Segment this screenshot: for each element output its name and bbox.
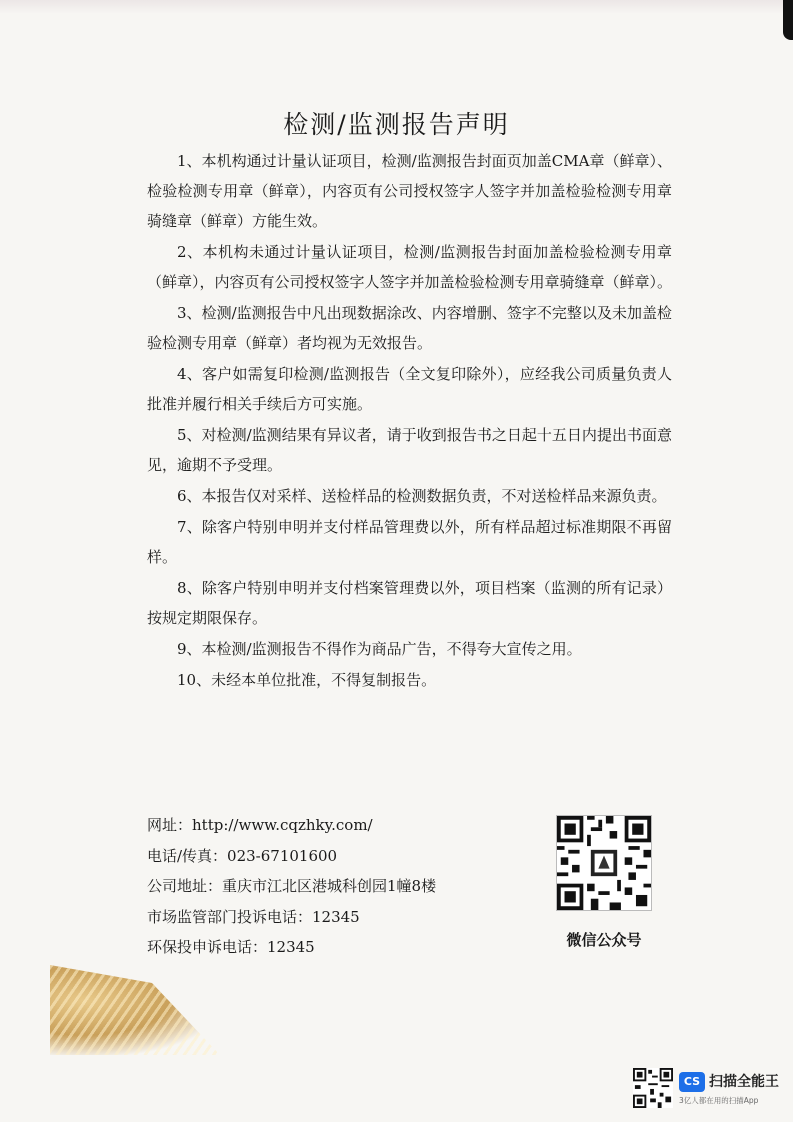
contact-block [147, 810, 527, 963]
scanner-tagline: 3亿人都在用的扫描App [679, 1096, 759, 1105]
clause-8: 8、除客户特别申明并支付档案管理费以外，项目档案（监测的所有记录）按规定期限保存。 [147, 579, 672, 627]
scanner-qr-pattern [633, 1068, 673, 1108]
website-line: 网址：http://www.cqzhky.com/ [147, 816, 373, 834]
clause-10: 10、未经本单位批准，不得复制报告。 [177, 671, 437, 689]
clause-9: 9、本检测/监测报告不得作为商品广告，不得夸大宣传之用。 [177, 640, 582, 658]
address-line: 公司地址：重庆市江北区港城科创园1幢8楼 [147, 877, 437, 895]
clause-6: 6、本报告仅对采样、送检样品的检测数据负责，不对送检样品来源负责。 [177, 487, 667, 505]
scan-top-band [0, 0, 793, 14]
clause-4: 4、客户如需复印检测/监测报告（全文复印除外），应经我公司质量负责人批准并履行相关手续后方可实施。 [147, 365, 672, 413]
qr-pattern [557, 816, 651, 910]
clause-list [147, 146, 672, 696]
wechat-qr-code [556, 815, 652, 911]
scanner-qr-code [633, 1068, 673, 1108]
clause-7: 7、除客户特别申明并支付样品管理费以外，所有样品超过标准期限不再留样。 [147, 518, 672, 566]
market-complaint-line: 市场监管部门投诉电话：12345 [147, 907, 360, 926]
desk-texture-corner [50, 965, 220, 1055]
qr-caption: 微信公众号 [566, 931, 642, 949]
env-complaint-line: 环保投申诉电话：12345 [147, 938, 315, 956]
clause-1: 1、本机构通过计量认证项目，检测/监测报告封面页加盖CMA章（鲜章）、检验检测专用章（鲜章），内容页有公司授权签字人签字并加盖检验检测专用章骑缝章（鲜章）方能生效。 [147, 152, 672, 230]
scanner-app-name: 扫描全能王 [709, 1074, 779, 1090]
document-title: 检测/监测报告声明 [283, 109, 510, 139]
phone-fax-line: 电话/传真：023-67101600 [147, 846, 338, 865]
camscanner-logo-icon: CS [679, 1072, 705, 1092]
clause-3: 3、检测/监测报告中凡出现数据涂改、内容增删、签字不完整以及未加盖检验检测专用章（鲜章）者均视为无效报告。 [147, 304, 672, 352]
clause-5: 5、对检测/监测结果有异议者，请于收到报告书之日起十五日内提出书面意见，逾期不予受理。 [147, 426, 672, 474]
scanner-watermark[interactable] [633, 1068, 783, 1112]
clause-2: 2、本机构未通过计量认证项目，检测/监测报告封面加盖检验检测专用章（鲜章），内容页有公司授权签字人签字并加盖检验检测专用章骑缝章（鲜章）。 [147, 243, 673, 291]
scan-edge-shadow [783, 0, 793, 40]
wechat-qr-block [556, 815, 652, 950]
